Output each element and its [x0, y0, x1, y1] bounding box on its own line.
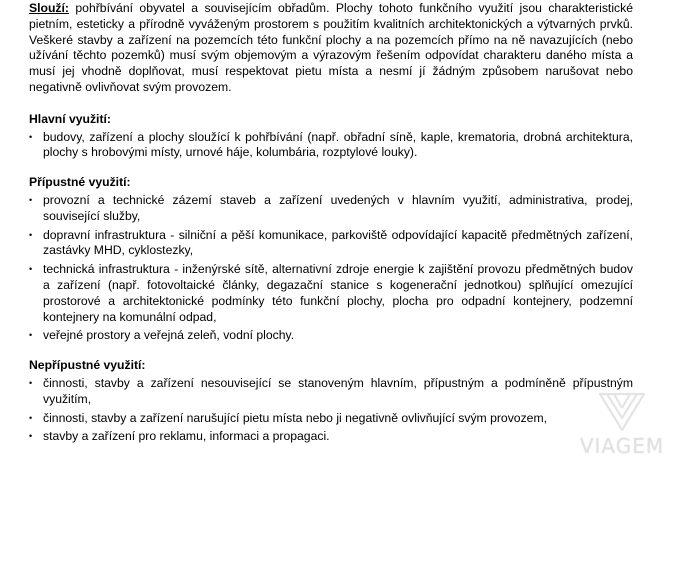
- list-item: • veřejné prostory a veřejná zeleň, vodní plochy.: [29, 328, 295, 343]
- list-item: • budovy, zařízení a plochy sloužící k pohřbívání (např. obřadní síně, kaple, krematoria, drobná architektura, plochy s hrobovými místy, urnové háje, kolumbária, rozptylové louky).: [29, 129, 633, 160]
- intro-paragraph: [29, 1, 633, 96]
- bullet-icon: •: [29, 377, 33, 388]
- intro-text: pohřbívání obyvatel a souvisejícím obřadům. Plochy tohoto funkčního využití jsou charakteristické pietním, esteticky a přírodně vyváženým prostorem s použitím kvalitních architektonických a výtvarných prvků. Veškeré stavby a zařízení na pozemcích této funkční plochy a na pozemcích přímo na ně navazujících (nebo užívání těchto pozemků) musí svým objemovým a výrazovým řešením odpovídat charakteru daného místa a musí jej vhodně doplňovat, musí respektovat pietu místa a nesmí jí žádným způsobem narušovat nebo negativně ovlivňovat svým provozem.: [29, 1, 633, 94]
- main-use-list: [29, 130, 633, 162]
- list-item: • dopravní infrastruktura - silniční a pěší komunikace, parkoviště odpovídající kapacitě předmětných zařízení, zastávky MHD, cyklostezky,: [29, 227, 633, 258]
- list-item: • činnosti, stavby a zařízení narušující pietu místa nebo ji negativně ovlivňující svým provozem,: [29, 410, 547, 425]
- forbidden-use-list: [29, 376, 633, 445]
- bullet-icon: •: [29, 194, 33, 205]
- bullet-icon: •: [29, 412, 33, 423]
- watermark-logo: [572, 388, 672, 468]
- forbidden-use-heading: Nepřípustné využití:: [29, 358, 146, 373]
- main-use-heading: Hlavní využití:: [29, 111, 111, 126]
- list-item: • stavby a zařízení pro reklamu, informaci a propagaci.: [29, 429, 330, 444]
- document-body: [29, 0, 633, 448]
- list-item: • provozní a technické zázemí staveb a zařízení uvedených v hlavním využití, administrativa, prodej, související služby,: [29, 192, 633, 223]
- permitted-use-list: [29, 193, 633, 344]
- list-item: • činnosti, stavby a zařízení nesouvisející se stanoveným hlavním, přípustným a podmíněně přípustným využitím,: [29, 375, 633, 406]
- bullet-icon: •: [29, 330, 33, 341]
- intro-label: Slouží:: [29, 1, 69, 15]
- bullet-icon: •: [29, 229, 33, 240]
- permitted-use-heading: Přípustné využití:: [29, 175, 131, 190]
- bullet-icon: •: [29, 264, 33, 275]
- bullet-icon: •: [29, 431, 33, 442]
- watermark-text: VIAGEM: [579, 434, 665, 458]
- list-item: • technická infrastruktura - inženýrské sítě, alternativní zdroje energie k zajištění provozu předmětných budov a zařízení (např. fotovoltaické články, degazační stanice s kogenerační jednotkou) splňující omezující prostorové a architektonické podmínky této funkční plochy, plocha pro odpadní kontejnery, podzemní kontejnery na komunální odpad,: [29, 262, 633, 324]
- bullet-icon: •: [29, 131, 33, 142]
- viagem-logo-icon: [572, 388, 672, 436]
